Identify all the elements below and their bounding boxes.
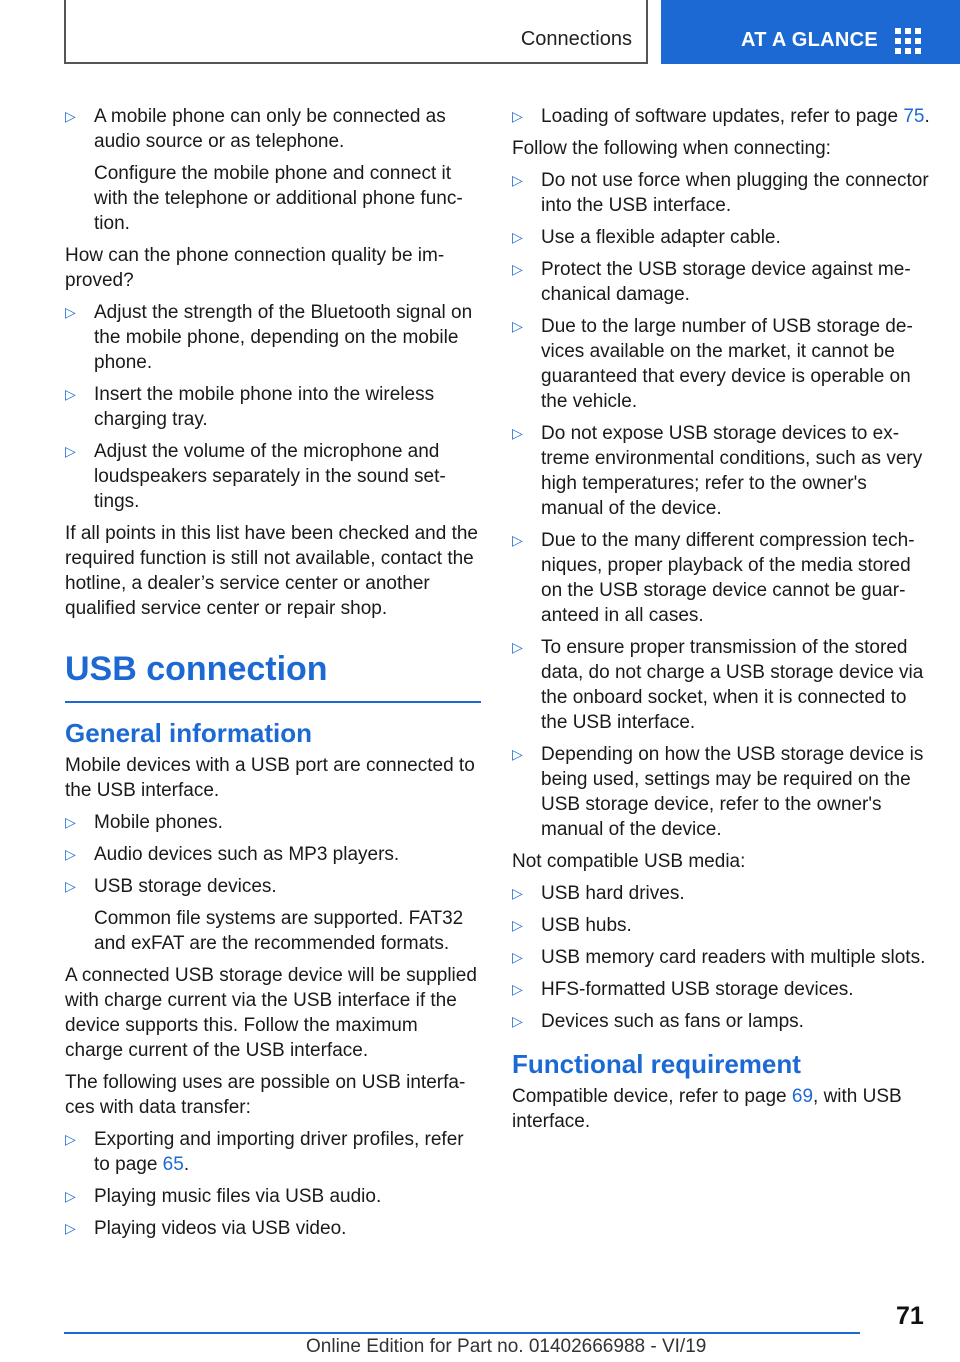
list-item [512, 913, 932, 938]
triangle-bullet-icon: ▷ [512, 917, 523, 933]
list-item-subtext: Configure the mobile phone and connect it with the telephone or additional phone function. [94, 163, 463, 234]
charge-text: A connected USB storage device will be supplied with charge current via the USB interface if the device supports this. Follow the maximum charge current of the USB interface. [65, 965, 477, 1061]
not-compatible-list [512, 881, 932, 1034]
list-item-text: USB hubs. [541, 915, 632, 936]
list-item-text: Do not use force when plugging the connector into the USB interface. [541, 170, 929, 216]
list-item-punct: . [183, 1154, 190, 1175]
list-item [512, 742, 932, 842]
triangle-bullet-icon: ▷ [65, 108, 76, 124]
connecting-list [512, 168, 932, 842]
list-item-subtext: Common file systems are supported. FAT32 and exFAT are the recommended formats. [94, 908, 464, 954]
page-link-69[interactable]: 69 [791, 1086, 814, 1107]
general-text: Mobile devices with a USB port are connected to the USB interface. [65, 755, 475, 801]
list-item-text: To ensure proper transmission of the stored data, do not charge a USB storage device via the onboard socket, when it is connected to the USB interface. [541, 637, 924, 733]
triangle-bullet-icon: ▷ [512, 261, 523, 277]
list-item-punct: . [924, 106, 930, 127]
list-item-text: Audio devices such as MP3 players. [94, 844, 400, 865]
list-item-text: Depending on how the USB storage device is being used, settings may be required on the USB storage device, refer to the owner's manual of the device. [541, 744, 924, 840]
list-item-text: Adjust the volume of the microphone and loudspeakers separately in the sound settings. [94, 441, 446, 512]
triangle-bullet-icon: ▷ [512, 746, 523, 762]
list-item [512, 1009, 932, 1034]
page-number: 71 [896, 1302, 924, 1330]
left-column [65, 104, 481, 1248]
functional-text-after: , with USB interface. [512, 1086, 902, 1132]
list-item-text: Do not expose USB storage devices to extreme environmental conditions, such as very high temperatures; refer to the owner's manual of the device. [541, 423, 923, 519]
right-column [512, 104, 932, 1141]
list-item [512, 168, 932, 218]
list-item [512, 257, 932, 307]
triangle-bullet-icon: ▷ [512, 885, 523, 901]
list-item [512, 225, 932, 250]
triangle-bullet-icon: ▷ [65, 304, 76, 320]
list-item-text: Use a flexible adapter cable. [541, 227, 781, 248]
list-item [65, 300, 481, 375]
list-item [512, 528, 932, 628]
usb-connection-heading: USB connection [65, 649, 481, 703]
list-item-text: Protect the USB storage device against mechanical damage. [541, 259, 911, 305]
list-item [512, 314, 932, 414]
list-item-text: Adjust the strength of the Bluetooth signal on the mobile phone, depending on the mobile phone. [94, 302, 473, 373]
uses-list [65, 1127, 481, 1241]
header-section-title: Connections [520, 28, 632, 50]
triangle-bullet-icon: ▷ [512, 639, 523, 655]
page-link-75[interactable]: 75 [903, 106, 925, 127]
list-item [65, 439, 481, 514]
triangle-bullet-icon: ▷ [65, 1188, 76, 1204]
list-item-text: Due to the many different compression techniques, proper playback of the media stored on the USB storage device cannot be guaranteed in all cases. [541, 530, 915, 626]
triangle-bullet-icon: ▷ [512, 172, 523, 188]
list-item-text: Insert the mobile phone into the wireless charging tray. [94, 384, 435, 430]
triangle-bullet-icon: ▷ [512, 425, 523, 441]
triangle-bullet-icon: ▷ [65, 1131, 76, 1147]
list-item [512, 104, 932, 129]
list-item [512, 977, 932, 1002]
list-item [512, 421, 932, 521]
triangle-bullet-icon: ▷ [65, 878, 76, 894]
list-item-text: Exporting and importing driver profiles, refer to page [94, 1129, 464, 1175]
quality-question: How can the phone connection quality be improved? [65, 245, 445, 291]
triangle-bullet-icon: ▷ [512, 532, 523, 548]
not-compatible-intro: Not compatible USB media: [512, 851, 746, 872]
list-item-text: Due to the large number of USB storage devices available on the market, it cannot be guaranteed that every device is operable on the vehicle. [541, 316, 913, 412]
uses-text: The following uses are possible on USB interfaces with data transfer: [65, 1072, 466, 1118]
list-item-text: USB memory card readers with multiple slots. [541, 947, 926, 968]
connecting-intro: Follow the following when connecting: [512, 138, 831, 159]
list-item [65, 382, 481, 432]
list-item [512, 635, 932, 735]
list-item-text: Playing videos via USB video. [94, 1218, 347, 1239]
footer-edition: Online Edition for Part no. 01402666988 - VI/19 [306, 1336, 707, 1357]
quality-note: If all points in this list have been checked and the required function is still not available, contact the hotline, a dealer’s service center or another qualified service center or repair shop. [65, 523, 478, 619]
page-link-65[interactable]: 65 [162, 1154, 184, 1175]
functional-text [512, 1084, 932, 1134]
triangle-bullet-icon: ▷ [65, 814, 76, 830]
list-item [65, 1184, 481, 1209]
list-item [512, 881, 932, 906]
list-item [65, 842, 481, 867]
list-item-text: USB storage devices. [94, 876, 277, 897]
header-tab-box[interactable] [661, 0, 960, 64]
triangle-bullet-icon: ▷ [512, 229, 523, 245]
grid-icon [895, 28, 921, 54]
functional-text-before: Compatible device, refer to page [512, 1086, 792, 1107]
list-item [65, 104, 481, 236]
list-item [65, 1127, 481, 1177]
triangle-bullet-icon: ▷ [65, 1220, 76, 1236]
footer-divider [64, 1332, 860, 1334]
list-item-text: Mobile phones. [94, 812, 223, 833]
triangle-bullet-icon: ▷ [512, 108, 523, 124]
list-item-text: A mobile phone can only be connected as audio source or as telephone. [94, 106, 446, 152]
device-list [65, 810, 481, 956]
quality-list [65, 300, 481, 514]
list-item-text: HFS-formatted USB storage devices. [541, 979, 854, 1000]
triangle-bullet-icon: ▷ [65, 386, 76, 402]
list-item [65, 874, 481, 956]
header-section-box [64, 0, 648, 64]
list-item [65, 1216, 481, 1241]
general-information-heading: General information [65, 718, 313, 748]
list-item-text: Loading of software updates, refer to page [541, 106, 904, 127]
triangle-bullet-icon: ▷ [512, 318, 523, 334]
list-item-text: Playing music files via USB audio. [94, 1186, 382, 1207]
list-item-text: Devices such as fans or lamps. [541, 1011, 804, 1032]
software-list [512, 104, 932, 129]
triangle-bullet-icon: ▷ [65, 443, 76, 459]
triangle-bullet-icon: ▷ [65, 846, 76, 862]
triangle-bullet-icon: ▷ [512, 981, 523, 997]
intro-list [65, 104, 481, 236]
triangle-bullet-icon: ▷ [512, 949, 523, 965]
header-tab-label[interactable]: AT A GLANCE [741, 29, 878, 51]
list-item [65, 810, 481, 835]
triangle-bullet-icon: ▷ [512, 1013, 523, 1029]
list-item [512, 945, 932, 970]
list-item-text: USB hard drives. [541, 883, 685, 904]
functional-requirement-heading: Functional requirement [512, 1049, 801, 1079]
